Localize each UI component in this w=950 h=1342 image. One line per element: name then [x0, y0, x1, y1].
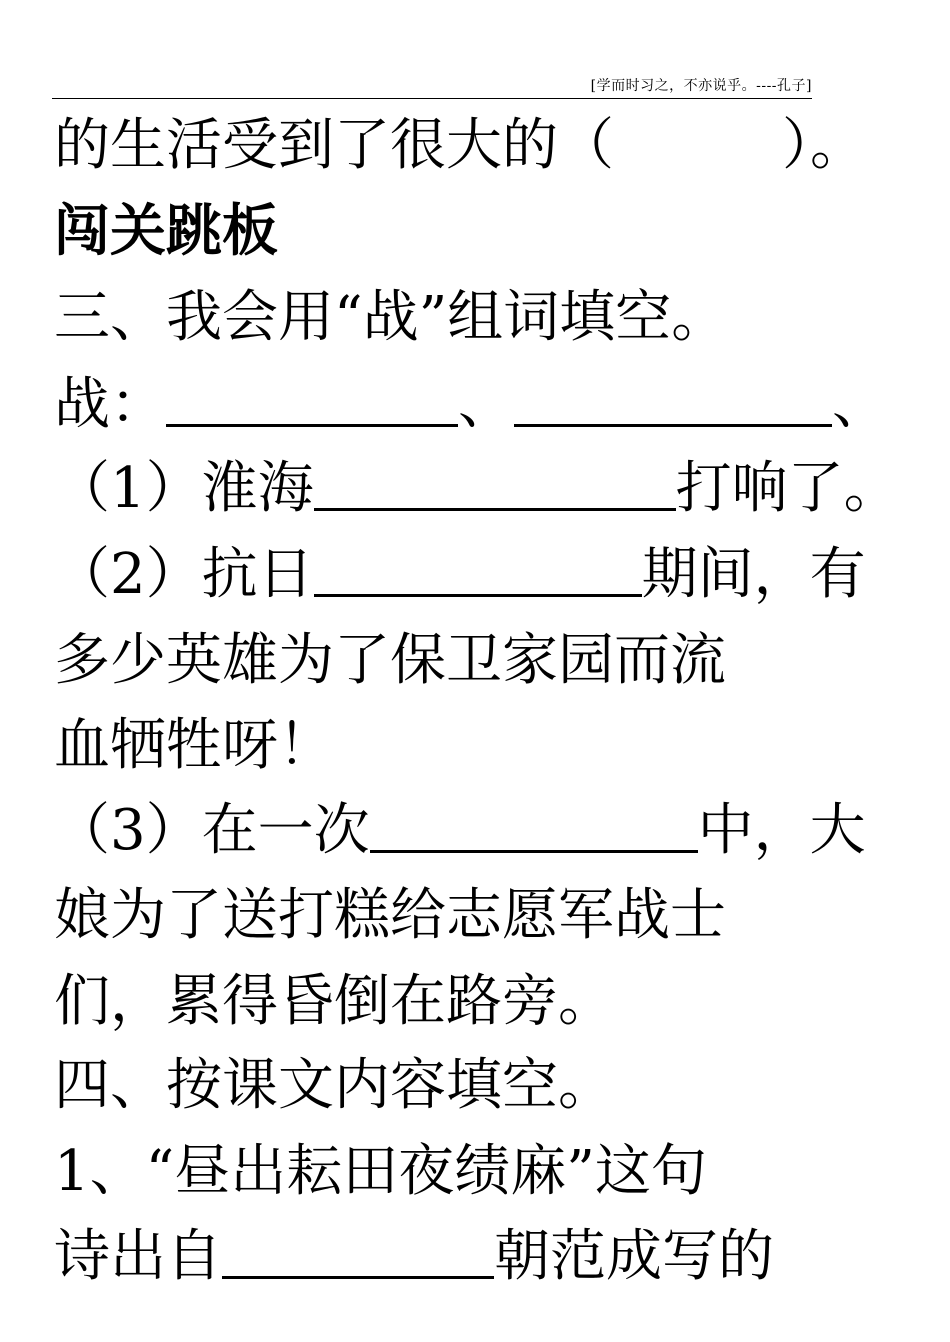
- line-text: 们，累得昏倒在路旁。: [54, 969, 614, 1034]
- header-quote: [学而时习之，不亦说乎。----孔子]: [590, 78, 812, 94]
- question-3-2-prefix: （2）抗日: [54, 542, 314, 607]
- separator: 、: [832, 372, 888, 437]
- question-3-prefix: 战：: [54, 372, 166, 437]
- question-4-title-text: 四、按课文内容填空。: [54, 1053, 614, 1118]
- section-title: [54, 190, 914, 274]
- page-header: [52, 76, 812, 99]
- question-3-1-prefix: （1）淮海: [54, 456, 314, 521]
- question-3-title: [54, 276, 914, 360]
- question-3-title-text: 三、我会用“战”组词填空。: [54, 285, 728, 350]
- text-line: [54, 874, 914, 958]
- text-line: [54, 704, 914, 788]
- line-text: 多少英雄为了保卫家园而流: [54, 628, 726, 693]
- line-text: 血牺牲呀！: [54, 713, 334, 778]
- question-4-1-cont: [54, 1215, 914, 1299]
- question-4-1-text: 1、“昼出耘田夜绩麻”这句: [54, 1139, 707, 1204]
- question-4-1-suffix: 朝范成写的: [494, 1224, 774, 1289]
- question-4-title: [54, 1044, 914, 1128]
- question-3-1-suffix: 打响了。: [675, 456, 900, 521]
- text-line: [54, 619, 914, 703]
- answer-blank-1[interactable]: [166, 372, 458, 427]
- question-3-2-suffix: 期间，有: [641, 542, 866, 607]
- question-3-words-line: [54, 363, 914, 447]
- answer-blank-2[interactable]: [514, 372, 832, 427]
- text-line: [54, 960, 914, 1044]
- question-3-2: [54, 533, 914, 617]
- question-4-1: [54, 1130, 914, 1214]
- question-3-1: [54, 447, 914, 531]
- question-4-1-prefix: 诗出自: [54, 1224, 222, 1289]
- answer-blank-4-1[interactable]: [222, 1224, 494, 1279]
- answer-blank-3-3[interactable]: [370, 798, 698, 853]
- line-text: 的生活受到了很大的（ ）。: [54, 113, 866, 178]
- question-3-3-prefix: （3）在一次: [54, 798, 370, 863]
- line-text: 娘为了送打糕给志愿军战士: [54, 883, 726, 948]
- separator: 、: [458, 372, 514, 437]
- answer-blank-3-2[interactable]: [314, 542, 642, 597]
- question-3-3-suffix: 中，大: [697, 798, 866, 863]
- section-title-text: 闯关跳板: [54, 199, 278, 264]
- question-3-3: [54, 789, 914, 873]
- answer-blank-3-1[interactable]: [314, 456, 676, 511]
- text-line: [54, 104, 914, 188]
